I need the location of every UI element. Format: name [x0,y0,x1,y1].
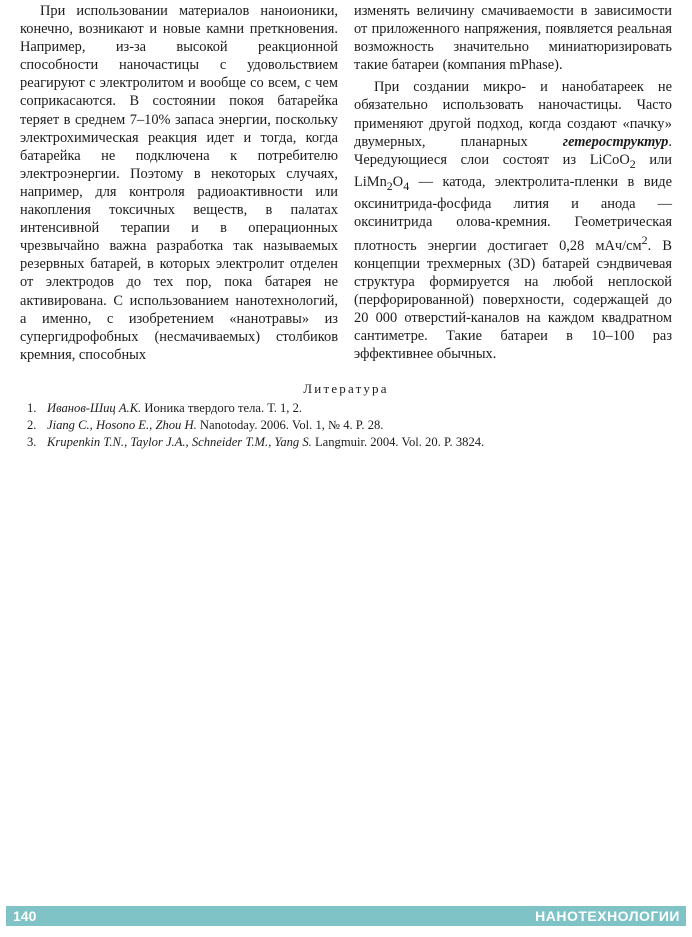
reference-text [47,434,484,451]
references-title: Литература [303,381,389,396]
journal-title: НАНОТЕХНОЛОГИИ [535,908,680,924]
subscript: 4 [403,178,410,193]
text-run: O [392,173,404,190]
reference-number: 1. [27,401,37,415]
reference-text [47,417,383,434]
reference-authors: Jiang C., Hosono E., Zhou H. [47,418,197,432]
text-run: — катода, электролита-пленки в виде оксинитрида-фосфида лития и анода — оксинитрида олова-кремния. Геометрическая плотность энергии достигает 0,28 мАч/см [354,173,672,254]
right-column [354,2,672,364]
paragraph [354,78,672,363]
text-run: . В концепции трехмерных (3D) батарей сэндвичевая структура формируется на любой неплоской (перфорированной) поверхности, содержащей до 20 000 отверстий-каналов на каждом квадратном сантиметре. Такие батареи в 10–100 раз эффективнее обычных. [354,237,672,363]
reference-authors: Иванов-Шиц А.К. [47,401,142,415]
left-column [20,2,338,364]
text-run: или LiMn [354,151,672,190]
subscript: 2 [629,156,636,171]
superscript: 2 [641,232,648,247]
subscript: 2 [386,178,393,193]
reference-number: 3. [27,435,37,449]
reference-item [27,434,667,451]
text-run: При создании микро- и нанобатареек не обязательно использовать наночастицы. Часто применяют другой подход, когда создают «пачку» двумерных, планарных [354,79,672,150]
paragraph: изменять величину смачиваемости в зависимости от приложенного напряжения, появляется реальная возможность значительно миниатюризировать такие батареи (компания mPhase). [354,3,672,74]
emphasis-term: гетероструктур [562,133,669,150]
reference-authors: Krupenkin T.N., Taylor J.A., Schneider T.M., Yang S. [47,435,312,449]
page-footer [6,906,686,926]
reference-item [27,417,667,434]
article-body [20,2,672,364]
reference-source: Nanotoday. 2006. Vol. 1, № 4. P. 28. [196,418,384,432]
reference-source: Langmuir. 2004. Vol. 20. P. 3824. [311,435,485,449]
references-list [27,400,667,451]
reference-item [27,400,667,417]
page-number: 140 [13,908,37,924]
paragraph: При использовании материалов наноионики, конечно, возникают и новые камни преткновения. Например, из-за высокой реакционной способности наночастицы с удовольствием реагируют с электролитом и вообще со всем, с чем соприкасаются. В состоянии покоя батарейка теряет в среднем 7–10% запаса энергии, поскольку электрохимическая реакция идет и тогда, когда батарейка не подключена к потребителю электроэнергии. Поэтому в некоторых случаях, например, для контроля радиоактивности или накопления токсичных веществ, в палатах интенсивной терапии и в операционных чрезвычайно важна разработка так называемых резервных батарей, в которых электролит отделен от электродов до тех пор, пока батарея не активирована. С использованием нанотехнологий, а именно, с изобретением «нанотравы» из супергидрофобных (несмачиваемых) столбиков кремния, способных [20,3,338,363]
reference-source: Ионика твердого тела. Т. 1, 2. [141,401,303,415]
reference-text [47,400,302,417]
reference-number: 2. [27,418,37,432]
text-run: . Чередующиеся слои состоят из LiCoO [354,133,672,168]
